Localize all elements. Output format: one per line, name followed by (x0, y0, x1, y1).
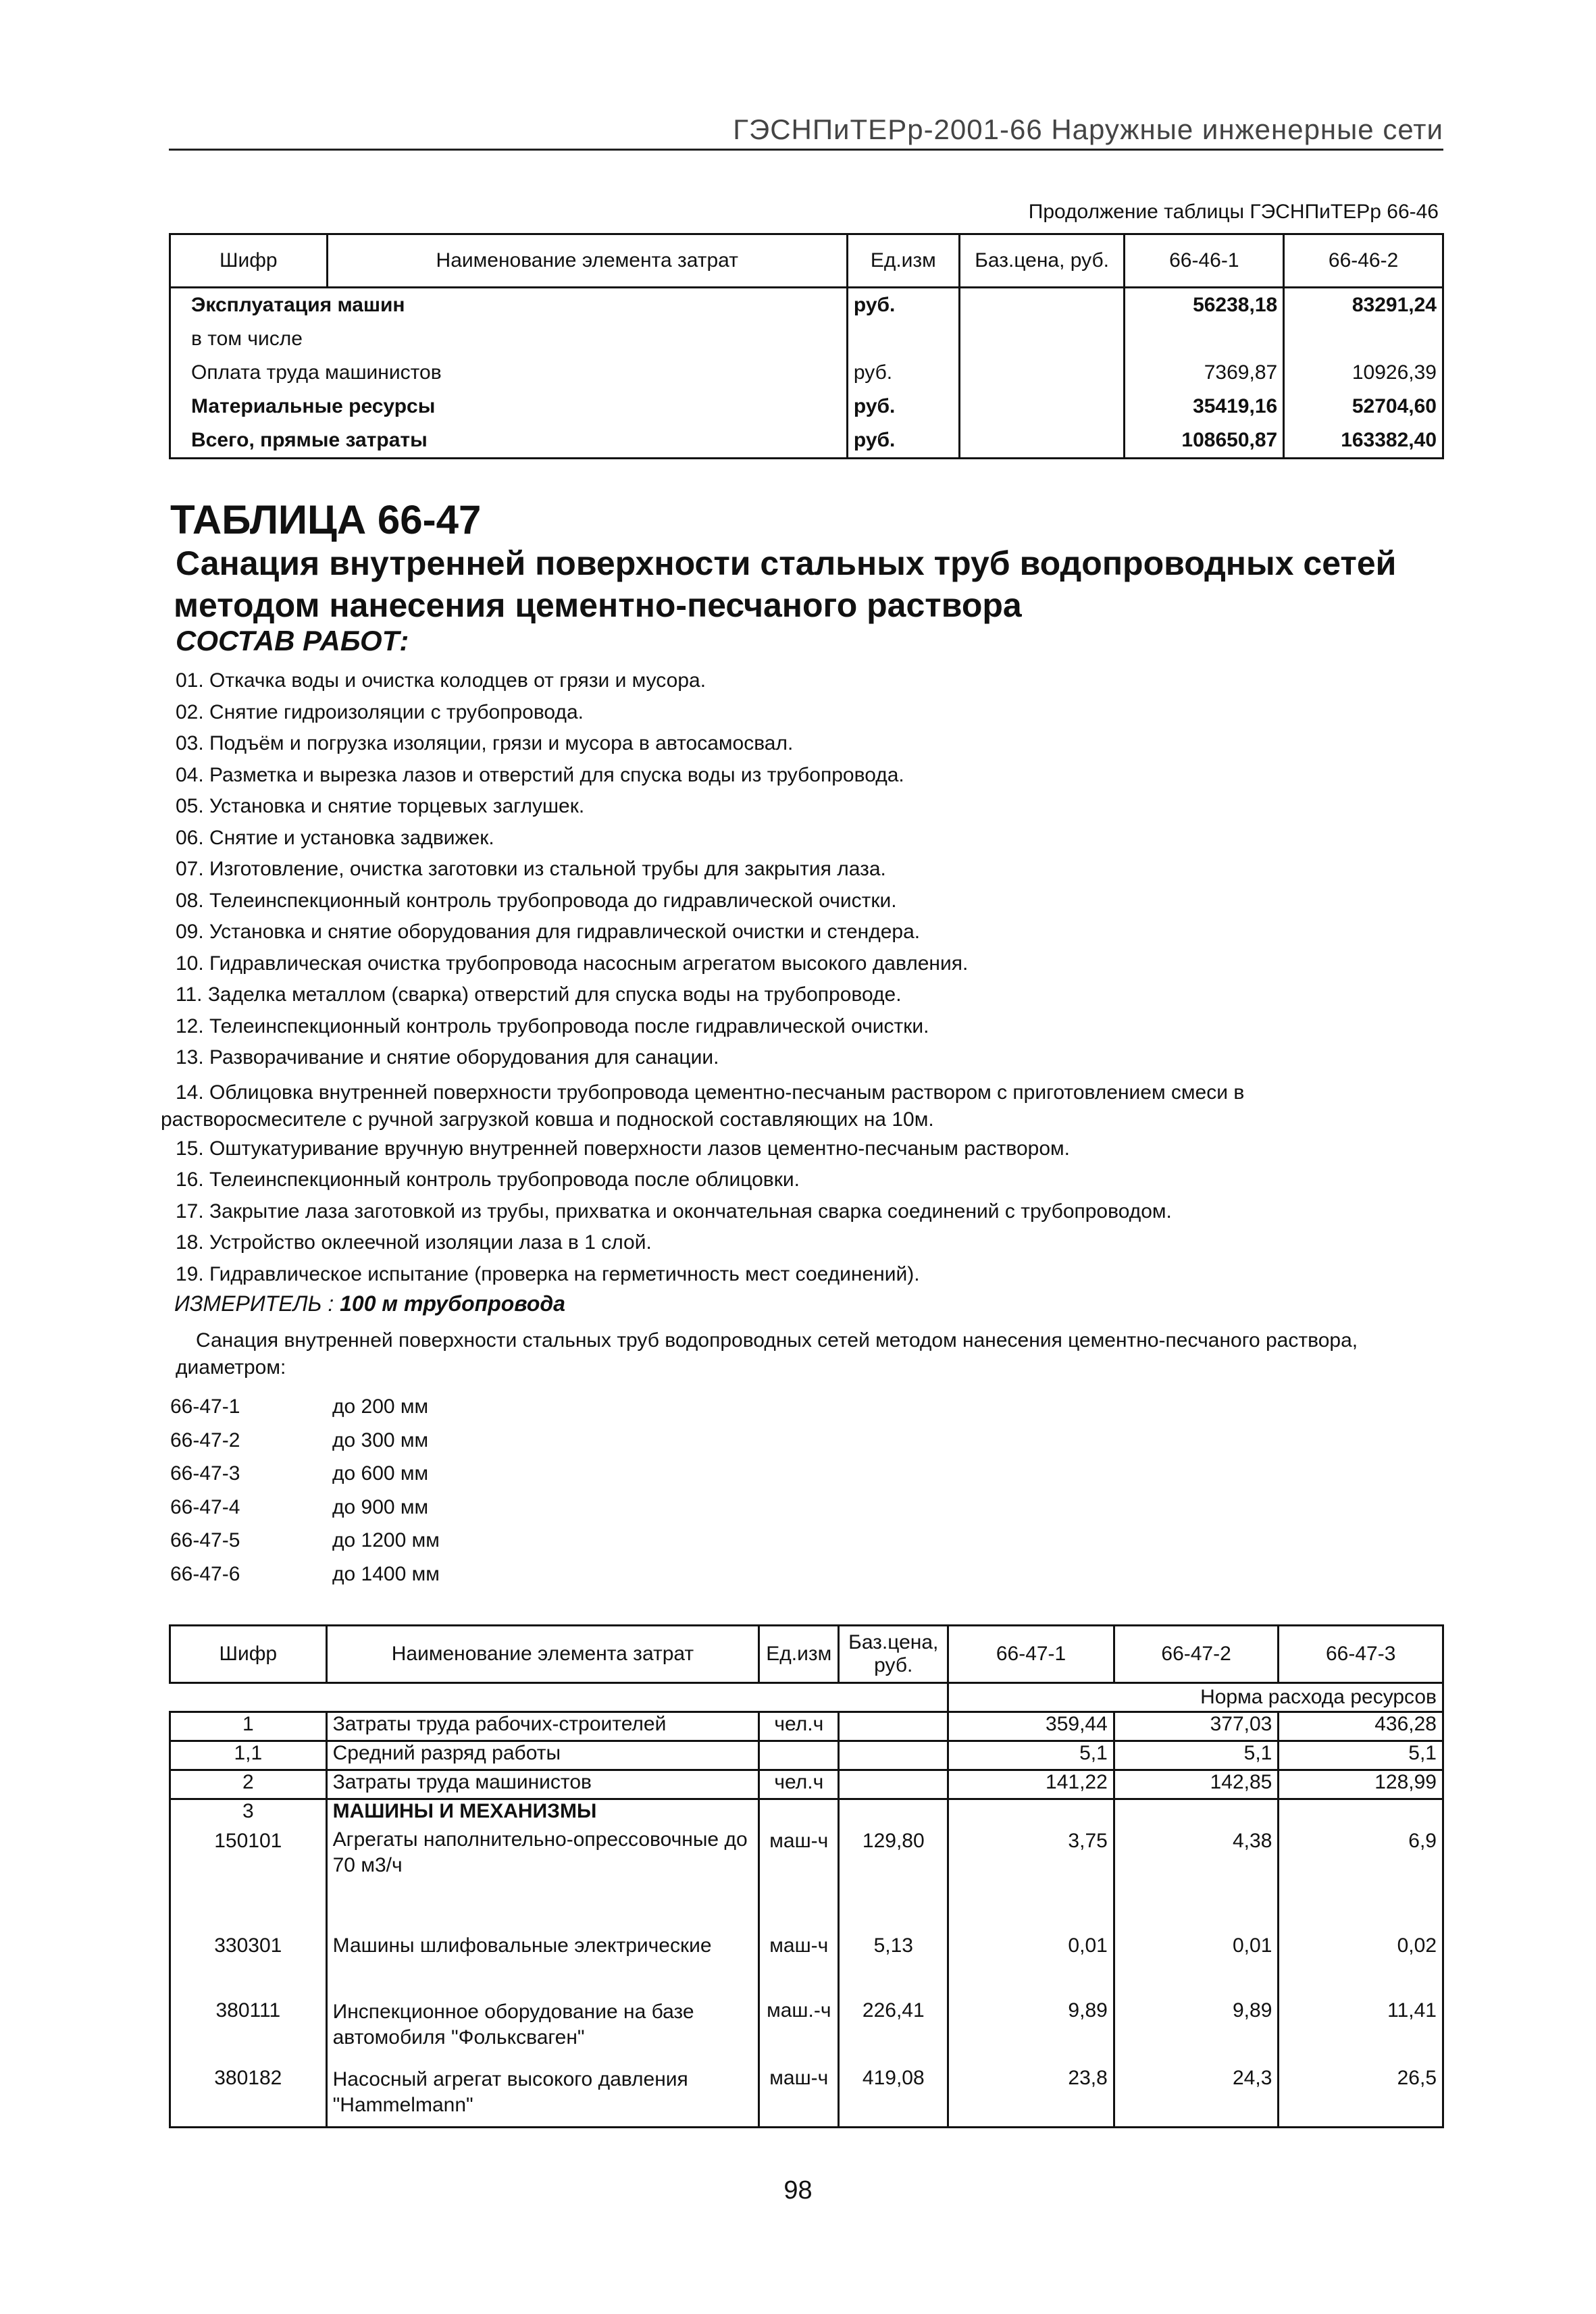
row-price (839, 1712, 948, 1741)
table-row (170, 2067, 1443, 2128)
row-code: 2 (170, 1770, 327, 1799)
work-item: 09. Установка и снятие оборудования для гидравлической очистки и стендера. (176, 921, 921, 943)
row-value-2: 4,38 (1114, 1827, 1279, 1934)
row-value-1: 359,44 (948, 1712, 1114, 1741)
row-value-2: 377,03 (1114, 1712, 1279, 1741)
subtitle-line-1: Санация внутренней поверхности стальных труб водопроводных сетей (176, 544, 1397, 582)
row-value-2 (1114, 1799, 1279, 1828)
table-header-row (170, 1626, 1443, 1683)
measure-label: ИЗМЕРИТЕЛЬ : (174, 1291, 334, 1316)
work-item: 13. Разворачивание и снятие оборудования для санации. (176, 1046, 719, 1069)
row-unit (759, 1741, 839, 1770)
row-code: 150101 (170, 1827, 327, 1934)
row-unit: чел.ч (759, 1712, 839, 1741)
row-value-1: 0,01 (948, 1934, 1114, 1999)
code-entry (170, 1457, 440, 1491)
code-label: до 1400 мм (332, 1562, 440, 1585)
norm-label: Норма расхода ресурсов (948, 1683, 1443, 1712)
norm-row (170, 1683, 1443, 1712)
code-id: 66-47-4 (170, 1495, 240, 1518)
row-name: Материальные ресурсы (170, 390, 848, 423)
row-value-2: 83291,24 (1284, 288, 1443, 323)
row-name: Эксплуатация машин (170, 288, 848, 323)
col-header-price: Баз.цена, руб. (839, 1626, 948, 1683)
row-value-2: 52704,60 (1284, 390, 1443, 423)
row-value-3: 436,28 (1279, 1712, 1443, 1741)
table-row (170, 1712, 1443, 1741)
row-price: 226,41 (839, 1999, 948, 2067)
code-id: 66-47-5 (170, 1529, 240, 1551)
work-item: 04. Разметка и вырезка лазов и отверстий для спуска воды из трубопровода. (176, 763, 904, 786)
row-name: МАШИНЫ И МЕХАНИЗМЫ (326, 1799, 759, 1828)
subtitle-line-2: методом нанесения цементно-песчаного раствора (174, 586, 1022, 624)
table-header-row (170, 234, 1443, 288)
table-row (170, 356, 1443, 390)
col-header-name: Наименование элемента затрат (326, 1626, 759, 1683)
row-unit: руб. (847, 423, 959, 459)
work-item: 11. Заделка металлом (сварка) отверстий для спуска воды на трубопроводе. (176, 983, 902, 1006)
code-label: до 200 мм (332, 1395, 429, 1418)
row-value-2: 0,01 (1114, 1934, 1279, 1999)
row-name: Машины шлифовальные электрические (326, 1934, 759, 1999)
code-entry (170, 1424, 440, 1458)
col-header-66-46-1: 66-46-1 (1125, 234, 1284, 288)
row-value-1: 3,75 (948, 1827, 1114, 1934)
table-row (170, 1770, 1443, 1799)
row-value-3: 0,02 (1279, 1934, 1443, 1999)
table-66-46-continuation (169, 233, 1444, 459)
code-entry (170, 1558, 440, 1591)
row-name: Оплата труда машинистов (170, 356, 848, 390)
col-header-code: Шифр (170, 234, 328, 288)
row-value-2: 10926,39 (1284, 356, 1443, 390)
norm-spacer (170, 1683, 948, 1712)
work-item: 07. Изготовление, очистка заготовки из стальной трубы для закрытия лаза. (176, 858, 886, 880)
col-header-unit: Ед.изм (847, 234, 959, 288)
row-unit: руб. (847, 356, 959, 390)
row-code: 1 (170, 1712, 327, 1741)
row-value-3 (1279, 1799, 1443, 1828)
row-unit: маш-ч (759, 1934, 839, 1999)
row-code: 330301 (170, 1934, 327, 1999)
row-price: 5,13 (839, 1934, 948, 1999)
row-price (959, 423, 1125, 459)
table-row (170, 423, 1443, 459)
row-name: Затраты труда машинистов (326, 1770, 759, 1799)
work-item: 16. Телеинспекционный контроль трубопровода после облицовки. (176, 1168, 800, 1191)
row-unit: маш.-ч (759, 1999, 839, 2067)
code-entry (170, 1491, 440, 1524)
row-value-1: 9,89 (948, 1999, 1114, 2067)
work-item: 12. Телеинспекционный контроль трубопровода после гидравлической очистки. (176, 1014, 929, 1037)
row-code: 380111 (170, 1999, 327, 2067)
work-item: 08. Телеинспекционный контроль трубопровода до гидравлической очистки. (176, 889, 897, 912)
row-value-3: 6,9 (1279, 1827, 1443, 1934)
row-code: 3 (170, 1799, 327, 1828)
page-header: ГЭСНПиТЕРр-2001-66 Наружные инженерные сети (733, 113, 1443, 145)
row-name: Средний разряд работы (326, 1741, 759, 1770)
col-header-66-47-1: 66-47-1 (948, 1626, 1114, 1683)
work-item: 01. Откачка воды и очистка колодцев от грязи и мусора. (176, 669, 706, 692)
row-value-1: 141,22 (948, 1770, 1114, 1799)
code-id: 66-47-6 (170, 1562, 240, 1585)
row-value-2: 142,85 (1114, 1770, 1279, 1799)
table-row (170, 1999, 1443, 2067)
row-unit: руб. (847, 288, 959, 323)
row-value-1: 108650,87 (1125, 423, 1284, 459)
description (176, 1327, 1445, 1381)
row-value-3: 128,99 (1279, 1770, 1443, 1799)
row-price (959, 322, 1125, 356)
work-item-14-line-1: 14. Облицовка внутренней поверхности трубопровода цементно-песчаным раствором с приготовлением смеси в (176, 1081, 1245, 1104)
row-name: Насосный агрегат высокого давления "Hammelmann" (326, 2067, 759, 2128)
table-row (170, 322, 1443, 356)
col-header-name: Наименование элемента затрат (327, 234, 847, 288)
col-header-66-47-3: 66-47-3 (1279, 1626, 1443, 1683)
row-unit: маш-ч (759, 1827, 839, 1934)
table-row (170, 1741, 1443, 1770)
work-composition-label: СОСТАВ РАБОТ: (176, 625, 409, 657)
row-value-2 (1284, 322, 1443, 356)
row-value-2: 163382,40 (1284, 423, 1443, 459)
measure-unit (174, 1291, 565, 1316)
code-label: до 300 мм (332, 1429, 429, 1451)
row-value-1: 5,1 (948, 1741, 1114, 1770)
row-unit (847, 322, 959, 356)
row-name: в том числе (170, 322, 848, 356)
col-header-price: Баз.цена, руб. (959, 234, 1125, 288)
table-row (170, 288, 1443, 323)
row-price: 419,08 (839, 2067, 948, 2128)
row-value-1 (1125, 322, 1284, 356)
work-item-14 (161, 1074, 1445, 1133)
row-name: Всего, прямые затраты (170, 423, 848, 459)
col-header-66-47-2: 66-47-2 (1114, 1626, 1279, 1683)
row-value-1: 35419,16 (1125, 390, 1284, 423)
col-header-66-46-2: 66-46-2 (1284, 234, 1443, 288)
row-value-2: 24,3 (1114, 2067, 1279, 2128)
description-line-2: диаметром: (176, 1356, 286, 1379)
code-list (170, 1390, 440, 1591)
row-name: Агрегаты наполнительно-опрессовочные до 70 м3/ч (326, 1827, 759, 1934)
work-item: 05. Установка и снятие торцевых заглушек. (176, 795, 585, 817)
table-subtitle (176, 542, 1445, 626)
work-item: 17. Закрытие лаза заготовкой из трубы, прихватка и окончательная сварка соединений с трубопроводом. (176, 1200, 1172, 1223)
row-price (959, 356, 1125, 390)
table-row (170, 390, 1443, 423)
table-title: ТАБЛИЦА 66-47 (170, 497, 482, 542)
row-name: Затраты труда рабочих-строителей (326, 1712, 759, 1741)
row-unit: чел.ч (759, 1770, 839, 1799)
work-item: 03. Подъём и погрузка изоляции, грязи и мусора в автосамосвал. (176, 732, 794, 754)
table-row (170, 1827, 1443, 1934)
row-value-2: 9,89 (1114, 1999, 1279, 2067)
measure-value: 100 м трубопровода (340, 1291, 565, 1316)
work-item: 06. Снятие и установка задвижек. (176, 826, 494, 849)
code-label: до 900 мм (332, 1495, 429, 1518)
row-value-2: 5,1 (1114, 1741, 1279, 1770)
header-rule (169, 149, 1443, 151)
row-name: Инспекционное оборудование на базе автомобиля "Фольксваген" (326, 1999, 759, 2067)
work-item: 18. Устройство оклеечной изоляции лаза в 1 слой. (176, 1231, 652, 1254)
code-id: 66-47-2 (170, 1429, 240, 1451)
row-value-1 (948, 1799, 1114, 1828)
code-id: 66-47-1 (170, 1395, 240, 1418)
row-price (959, 390, 1125, 423)
row-code: 1,1 (170, 1741, 327, 1770)
page-number: 98 (783, 2176, 813, 2205)
row-unit: руб. (847, 390, 959, 423)
row-price (839, 1770, 948, 1799)
work-item: 10. Гидравлическая очистка трубопровода насосным агрегатом высокого давления. (176, 952, 969, 975)
continuation-note: Продолжение таблицы ГЭСНПиТЕРр 66-46 (1028, 201, 1439, 223)
row-value-3: 26,5 (1279, 2067, 1443, 2128)
code-entry (170, 1390, 440, 1424)
code-label: до 1200 мм (332, 1529, 440, 1551)
row-code: 380182 (170, 2067, 327, 2128)
code-id: 66-47-3 (170, 1462, 240, 1485)
row-value-1: 56238,18 (1125, 288, 1284, 323)
row-price (839, 1741, 948, 1770)
code-label: до 600 мм (332, 1462, 429, 1485)
row-price (839, 1799, 948, 1828)
work-list (161, 665, 1445, 1290)
col-header-code: Шифр (170, 1626, 327, 1683)
work-item-14-line-2: растворосмесителе с ручной загрузкой ковша и подноской составляющих на 10м. (161, 1108, 934, 1131)
work-item: 02. Снятие гидроизоляции с трубопровода. (176, 700, 584, 723)
row-unit (759, 1799, 839, 1828)
row-price (959, 288, 1125, 323)
row-value-3: 5,1 (1279, 1741, 1443, 1770)
description-line-1: Санация внутренней поверхности стальных труб водопроводных сетей методом нанесения цементно-песчаного раствора, (196, 1329, 1358, 1352)
table-66-47 (169, 1624, 1444, 2128)
row-value-1: 7369,87 (1125, 356, 1284, 390)
work-item: 19. Гидравлическое испытание (проверка на герметичность мест соединений). (176, 1262, 920, 1285)
table-row (170, 1799, 1443, 1828)
row-unit: маш-ч (759, 2067, 839, 2128)
col-header-unit: Ед.изм (759, 1626, 839, 1683)
code-entry (170, 1524, 440, 1558)
row-value-3: 11,41 (1279, 1999, 1443, 2067)
table-row (170, 1934, 1443, 1999)
row-value-1: 23,8 (948, 2067, 1114, 2128)
row-price: 129,80 (839, 1827, 948, 1934)
work-item: 15. Оштукатуривание вручную внутренней поверхности лазов цементно-песчаным раствором. (176, 1137, 1070, 1160)
